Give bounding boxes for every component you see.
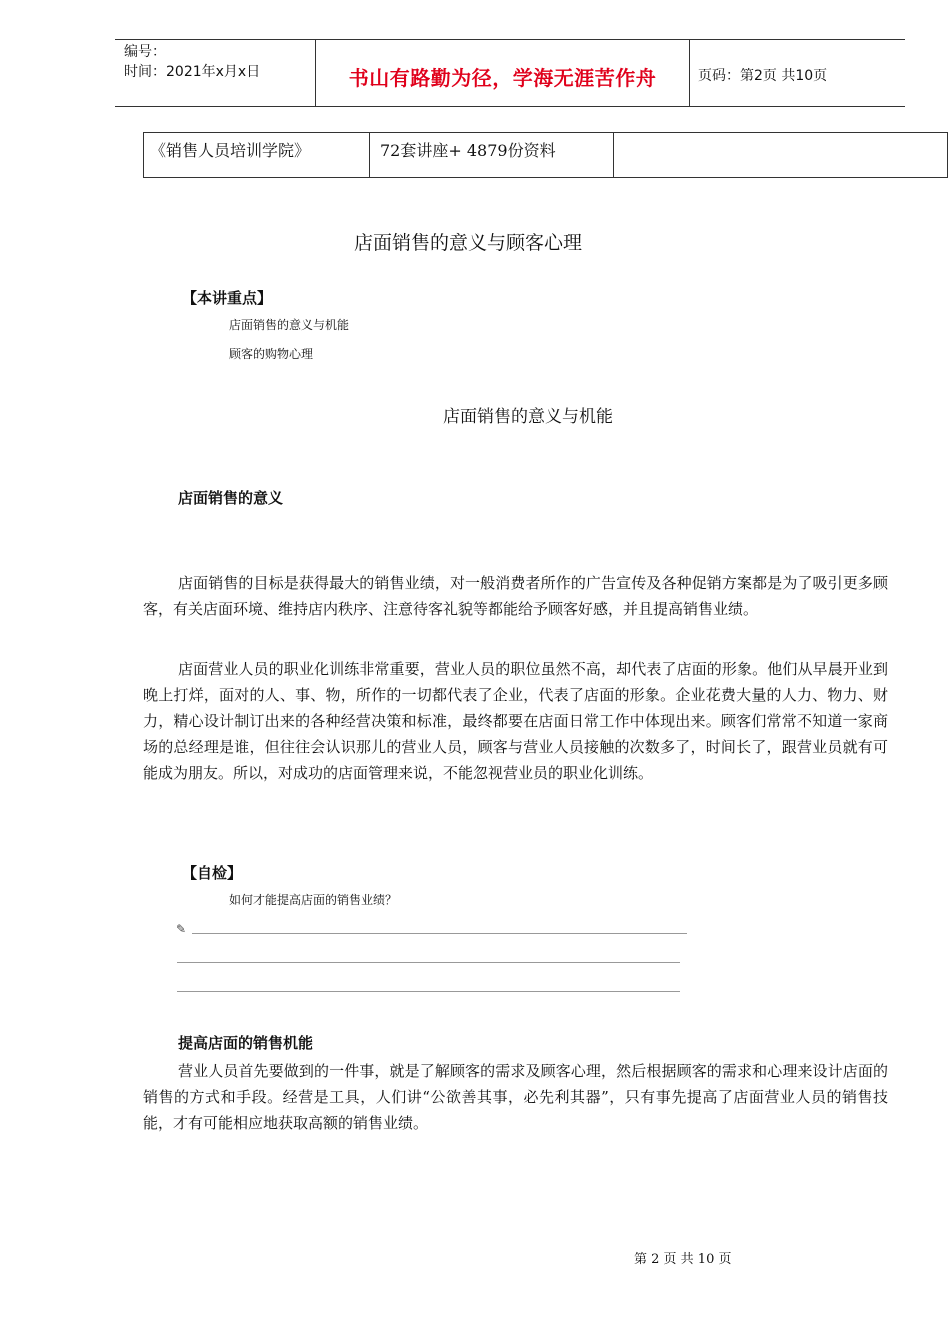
key-point-item: 顾客的购物心理 [229,347,314,361]
header-page-info: 页码：第2页 共10页 [698,68,828,84]
header-bottom-rule [115,106,905,107]
header-top-rule [115,39,905,40]
number-label: 编号： [124,44,166,60]
section-title: 店面销售的意义与机能 [443,407,613,427]
key-points-heading: 【本讲重点】 [182,289,273,307]
subheading-improve: 提高店面的销售机能 [178,1034,314,1052]
paragraph: 营业人员首先要做到的一件事，就是了解顾客的需求及顾客心理，然后根据顾客的需求和心理来设计店面的销售的方式和手段。经营是工具，人们讲“公欲善其事，必先利其器”，只有事先提高了店面营业人员的销售技能，才有可能相应地获取高额的销售业绩。 [143,1062,888,1132]
resource-cell-empty [614,133,947,177]
resource-table [143,132,948,178]
answer-line[interactable] [192,933,687,934]
header-motto: 书山有路勤为径，学海无涯苦作舟 [348,66,657,90]
resource-cell-title: 《销售人员培训学院》 [144,133,370,177]
resource-cell-count: 72套讲座+ 4879份资料 [370,133,614,177]
answer-line[interactable] [177,962,680,963]
self-check-heading: 【自检】 [182,864,243,882]
time-label: 时间：2021年x月x日 [124,64,261,80]
pencil-icon: ✎ [176,922,187,936]
answer-line[interactable] [177,991,680,992]
subheading-meaning: 店面销售的意义 [178,489,284,507]
footer-page-number: 第 2 页 共 10 页 [634,1252,732,1267]
header-meta [124,42,260,82]
key-point-item: 店面销售的意义与机能 [229,318,350,332]
paragraph: 店面营业人员的职业化训练非常重要，营业人员的职位虽然不高，却代表了店面的形象。他们从早晨开业到晚上打烊，面对的人、事、物，所作的一切都代表了企业，代表了店面的形象。企业花费大量的人力、物力、财力，精心设计制订出来的各种经营决策和标准，最终都要在店面日常工作中体现出来。顾客们常常不知道一家商场的总经理是谁，但往往会认识那儿的营业人员，顾客与营业人员接触的次数多了，时间长了，跟营业员就有可能成为朋友。所以，对成功的店面管理来说，不能忽视营业员的职业化训练。 [143,660,888,782]
header-divider [689,40,690,106]
document-title: 店面销售的意义与顾客心理 [353,232,582,254]
self-check-question: 如何才能提高店面的销售业绩？ [229,893,398,907]
paragraph: 店面销售的目标是获得最大的销售业绩，对一般消费者所作的广告宣传及各种促销方案都是为了吸引更多顾客，有关店面环境、维持店内秩序、注意待客礼貌等都能给予顾客好感，并且提高销售业绩。 [143,574,888,618]
